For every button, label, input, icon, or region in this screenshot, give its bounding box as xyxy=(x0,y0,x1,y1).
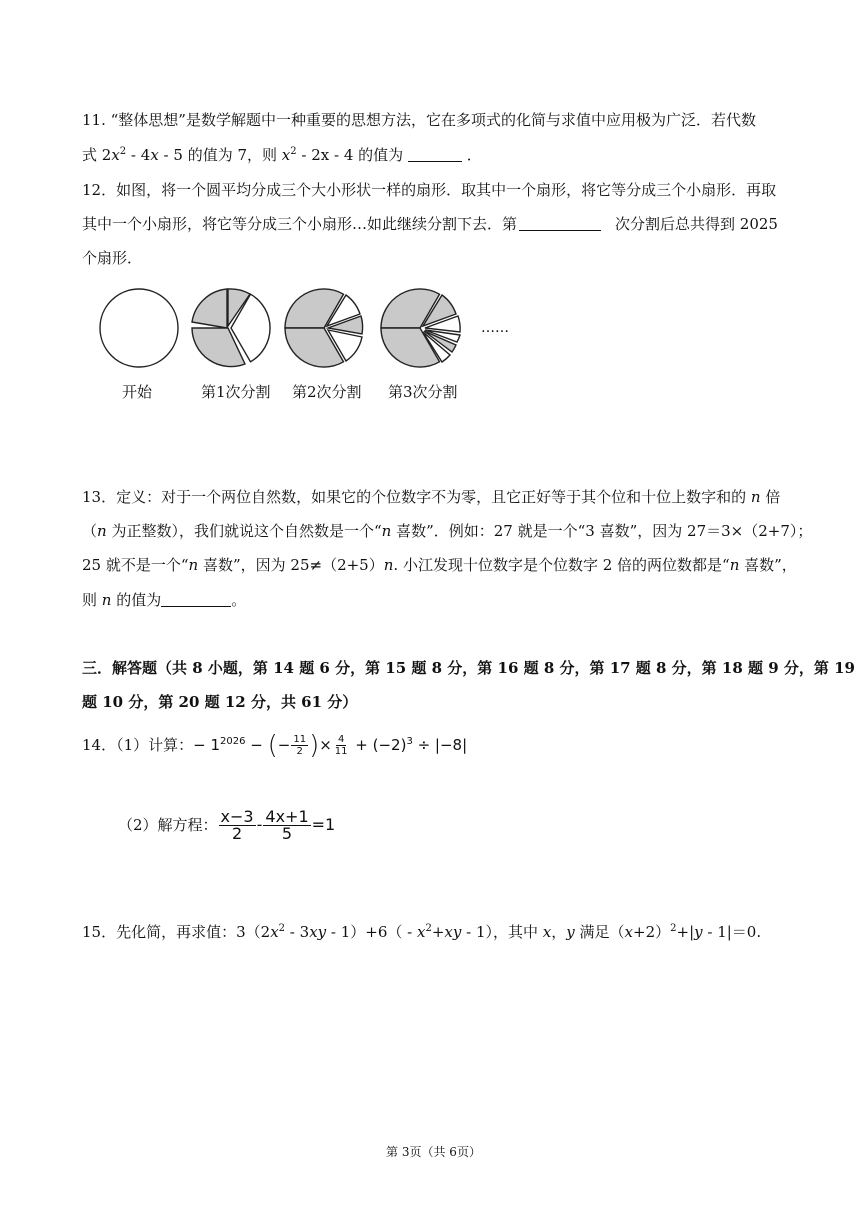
q13-line-1: 13．定义：对于一个两位自然数，如果它的个位数字不为零，且它正好等于其个位和十位上数字和的 n 倍 xyxy=(82,488,781,506)
q11-answer-blank[interactable] xyxy=(408,147,462,162)
fraction-11-over-2: $\frac{11}{2}$ xyxy=(293,734,307,757)
label-start: 开始 xyxy=(122,383,153,401)
section-3-heading-line-2: 题 10 分，第 20 题 12 分，共 61 分） xyxy=(82,693,358,711)
q13-line-2: （n 为正整数），我们就说这个自然数是一个“n 喜数”．例如：27 就是一个“3 喜数”，因为 27＝3×（2+7）； xyxy=(82,522,813,540)
division-1-circle xyxy=(192,289,270,367)
q13-answer-blank[interactable] xyxy=(161,592,231,607)
label-division-1: 第1次分割 xyxy=(201,383,271,401)
fraction-4-over-11: $\frac{4}{11}$ xyxy=(334,734,348,757)
division-3-circle xyxy=(381,289,460,367)
q12-answer-blank[interactable] xyxy=(519,216,601,231)
label-division-3: 第3次分割 xyxy=(388,383,458,401)
fraction-x-minus-3-over-2: $\frac{x-3}{2}$ xyxy=(220,807,254,843)
label-division-2: 第2次分割 xyxy=(292,383,362,401)
figure-ellipsis: …… xyxy=(481,320,509,336)
q12-line-2: 其中一个小扇形，将它等分成三个小扇形…如此继续分割下去．第 次分割后总共得到 2025 xyxy=(82,215,778,233)
q14-part-2: （2）解方程： $\frac{x-3}{2}$ - $\frac{4x+1}{5}$ =1 xyxy=(118,807,336,843)
q12-line-1: 12．如图，将一个圆平均分成三个大小形状一样的扇形．取其中一个扇形，将它等分成三个小扇形．再取 xyxy=(82,181,777,199)
division-2-circle xyxy=(285,289,363,367)
section-3-heading-line-1: 三．解答题（共 8 小题，第 14 题 6 分，第 15 题 8 分，第 16 题 8 分，第 17 题 8 分，第 18 题 9 分，第 19 xyxy=(82,659,855,677)
q11-line-2: 式 $2x^2 - 4x - 5$ 的值为 7，则 $x^2 - 2x - 4$ 的值为 ． xyxy=(82,146,482,164)
q15-text: 15．先化简，再求值：$3(2x^2 - 3xy - 1)+6( - x^2+xy - 1)$，其中 x，y 满足$(x+2)^2+|y - 1|=0$. xyxy=(82,923,762,941)
start-circle xyxy=(100,289,178,367)
page-footer: 第 3页（共 6页） xyxy=(386,1145,481,1159)
q13-line-4: 则 n 的值为 。 xyxy=(82,591,247,609)
sector-division-figure xyxy=(0,278,867,398)
q12-line-3: 个扇形． xyxy=(82,249,143,267)
q11-line-1: 11. “整体思想”是数学解题中一种重要的思想方法，它在多项式的化简与求值中应用极为广泛．若代数 xyxy=(82,111,756,129)
q14-part-1: 14．（1）计算：− $1^{2026}$ − (− $\frac{11}{2}$ )× $\frac{4}{11}$ + $(-2)^3 \div |-8|$ xyxy=(82,730,468,761)
q13-line-3: 25 就不是一个“n 喜数”，因为 25≠（2+5）n. 小江发现十位数字是个位数字 2 倍的两位数都是“n 喜数”， xyxy=(82,556,797,574)
fraction-4x-plus-1-over-5: $\frac{4x+1}{5}$ xyxy=(265,807,309,843)
